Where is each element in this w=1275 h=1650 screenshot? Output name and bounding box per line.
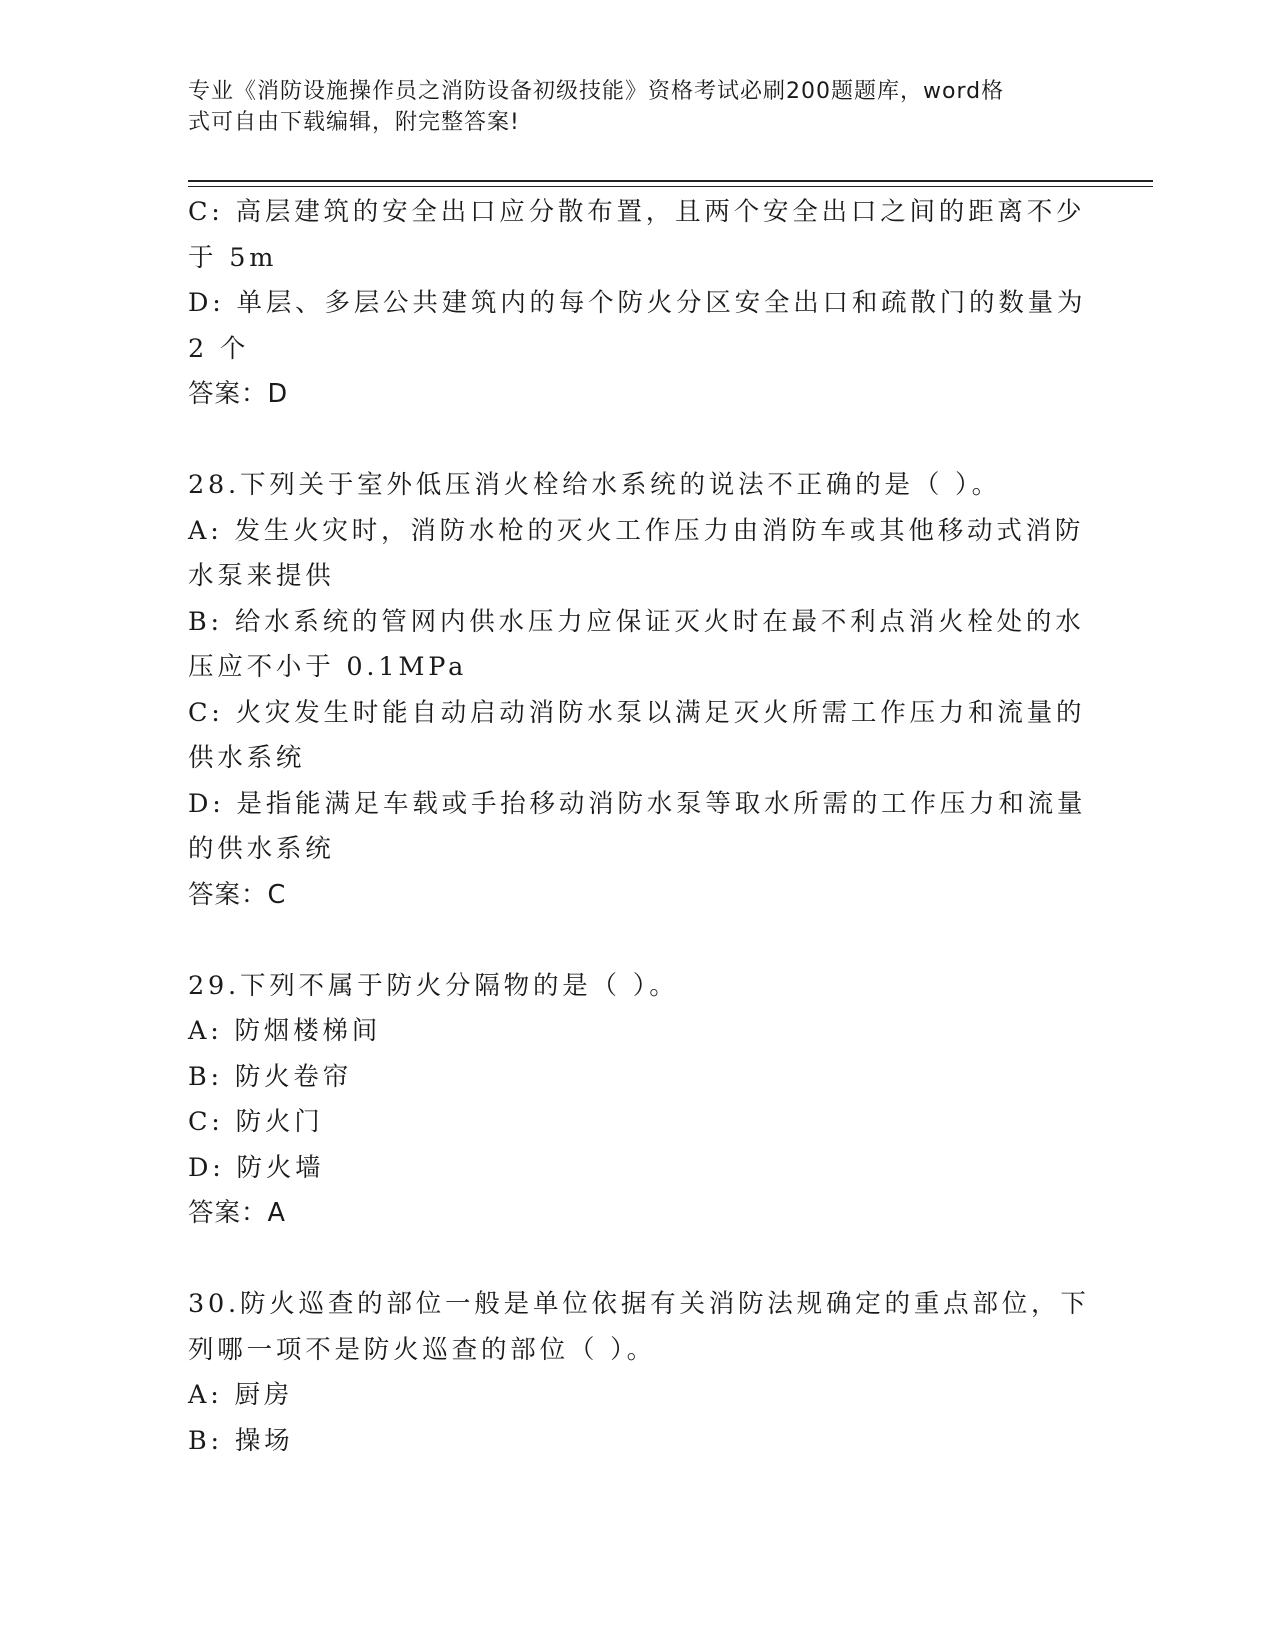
question-27-tail xyxy=(188,190,1088,418)
option-a-line-2: 水泵来提供 xyxy=(188,561,335,591)
answer-line: 答案：D xyxy=(188,379,289,409)
question-stem: 28.下列关于室外低压消火栓给水系统的说法不正确的是（ ）。 xyxy=(188,470,1001,500)
header-line-2: 式可自由下载编辑，附完整答案! xyxy=(188,110,520,135)
option-d-line-1: D: 是指能满足车载或手抬移动消防水泵等取水所需的工作压力和流量 xyxy=(188,788,1087,819)
answer-line: 答案：A xyxy=(188,1198,286,1228)
question-content xyxy=(188,190,1088,1464)
option-d-line-1: D: 单层、多层公共建筑内的每个防火分区安全出口和疏散门的数量为 xyxy=(188,288,1087,318)
question-28 xyxy=(188,463,1088,918)
option-a: A: 防烟楼梯间 xyxy=(188,1016,382,1046)
header-divider-thin xyxy=(188,186,1153,187)
spacer xyxy=(188,918,1088,964)
option-c-line-1: C: 火灾发生时能自动启动消防水泵以满足灭火所需工作压力和流量的 xyxy=(188,697,1086,728)
question-stem: 29.下列不属于防火分隔物的是（ ）。 xyxy=(188,970,679,1001)
option-b: B: 防火卷帘 xyxy=(188,1061,353,1092)
spacer xyxy=(188,418,1088,464)
option-c: C: 防火门 xyxy=(188,1107,324,1137)
option-d-line-2: 2 个 xyxy=(188,333,250,364)
answer-line: 答案：C xyxy=(188,879,287,910)
header-line-1: 专业《消防设施操作员之消防设备初级技能》资格考试必刷200题题库，word格 xyxy=(188,79,1005,104)
option-a: A: 厨房 xyxy=(188,1380,294,1410)
option-d-line-2: 的供水系统 xyxy=(188,834,335,864)
spacer xyxy=(188,1237,1088,1283)
question-29 xyxy=(188,964,1088,1237)
option-c-line-2: 供水系统 xyxy=(188,743,306,773)
question-stem-line-2: 列哪一项不是防火巡查的部位（ ）。 xyxy=(188,1334,656,1365)
option-c-line-2: 于 5m xyxy=(188,242,278,273)
option-b: B: 操场 xyxy=(188,1425,294,1456)
header-divider-thick xyxy=(188,180,1153,182)
question-30 xyxy=(188,1282,1088,1464)
question-stem-line-1: 30.防火巡查的部位一般是单位依据有关消防法规确定的重点部位，下 xyxy=(188,1289,1090,1319)
option-d: D: 防火墙 xyxy=(188,1152,325,1183)
option-c-line-1: C: 高层建筑的安全出口应分散布置，且两个安全出口之间的距离不少 xyxy=(188,197,1086,227)
document-header xyxy=(188,76,1068,138)
option-b-line-2: 压应不小于 0.1MPa xyxy=(188,652,468,682)
option-a-line-1: A: 发生火灾时，消防水枪的灭火工作压力由消防车或其他移动式消防 xyxy=(188,515,1085,546)
option-b-line-1: B: 给水系统的管网内供水压力应保证灭火时在最不利点消火栓处的水 xyxy=(188,606,1085,637)
